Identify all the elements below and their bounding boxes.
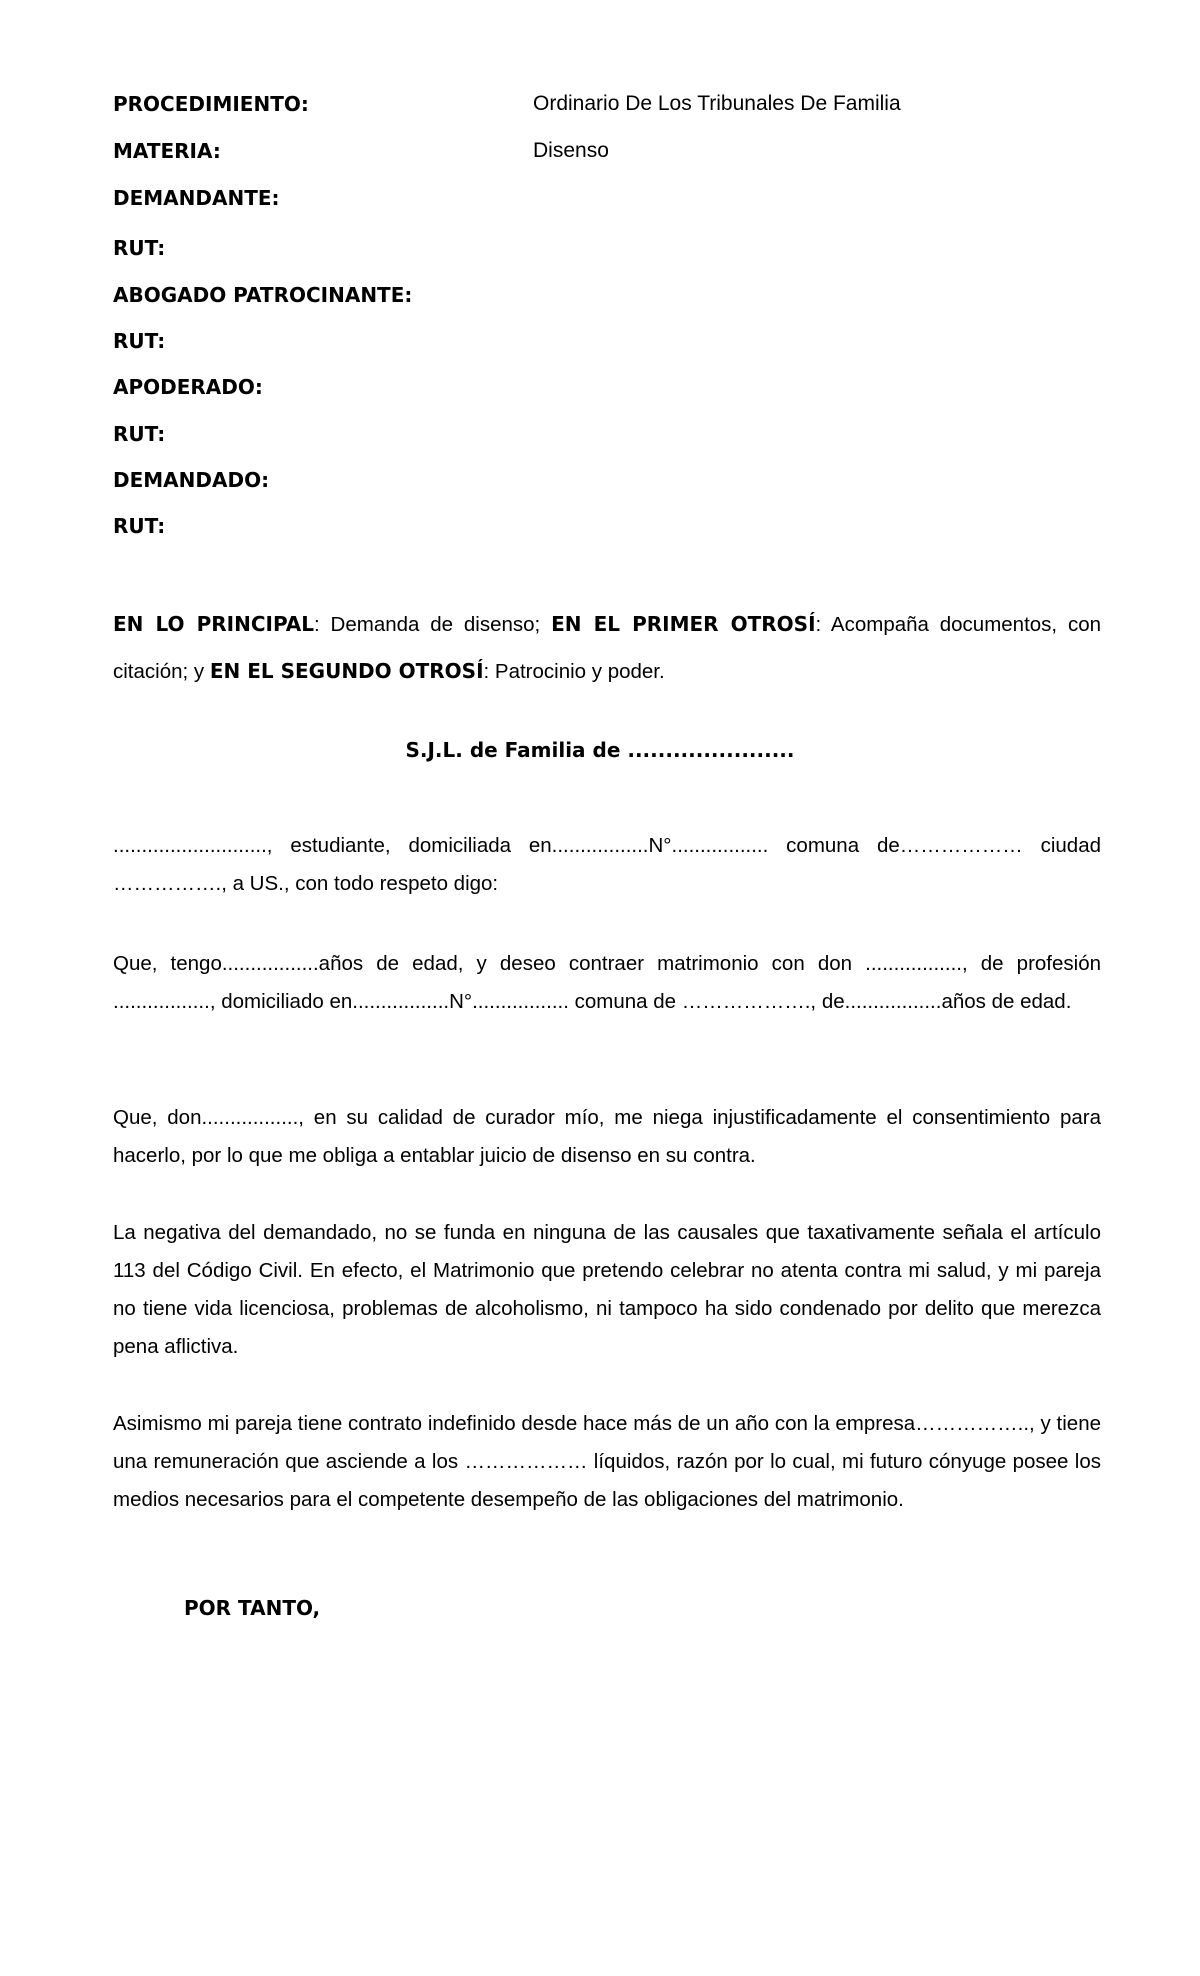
sumilla-paragraph bbox=[113, 601, 1101, 695]
curator-paragraph: Que, don................., en su calidad de curador mío, me niega injustificadamente el consentimiento para hacerlo, por lo que me obliga a entablar juicio de disenso en su contra. bbox=[113, 1106, 1101, 1167]
primer-otrosi-label: EN EL PRIMER OTROSÍ bbox=[551, 612, 816, 636]
en-lo-principal-text: : Demanda de disenso; bbox=[314, 613, 552, 636]
segundo-otrosi-label: EN EL SEGUNDO OTROSÍ bbox=[209, 659, 484, 683]
age-paragraph: Que, tengo.................años de edad, y deseo contraer matrimonio con don ................., de profesión ................., domiciliado en.................N°................. comuna de ………………., de.................años de edad. bbox=[113, 952, 1101, 1013]
en-lo-principal-label: EN LO PRINCIPAL bbox=[113, 612, 315, 636]
procedimiento-label: PROCEDIMIENTO: bbox=[113, 92, 309, 116]
rut-label-2: RUT: bbox=[113, 329, 166, 353]
demandado-label: DEMANDADO: bbox=[113, 468, 270, 492]
court-title: S.J.L. de Familia de ...................... bbox=[405, 738, 795, 762]
primer-otrosi-text: : Acompaña documentos, con citación; y bbox=[113, 613, 1102, 683]
segundo-otrosi-text: : Patrocinio y poder. bbox=[483, 660, 665, 683]
por-tanto-heading: POR TANTO, bbox=[184, 1596, 321, 1620]
procedimiento-value: Ordinario De Los Tribunales De Familia bbox=[533, 92, 901, 115]
abogado-label: ABOGADO PATROCINANTE: bbox=[113, 283, 413, 307]
rut-label-1: RUT: bbox=[113, 236, 166, 260]
intro-paragraph: ..........................., estudiante, domiciliada en.................N°................. comuna de……………… ciudad ……………., a US., con todo respeto digo: bbox=[113, 834, 1101, 895]
materia-value: Disenso bbox=[533, 139, 609, 162]
demandante-label: DEMANDANTE: bbox=[113, 186, 280, 210]
apoderado-label: APODERADO: bbox=[113, 375, 263, 399]
employment-paragraph: Asimismo mi pareja tiene contrato indefinido desde hace más de un año con la empresa…………….., y tiene una remuneración que asciende a los ……………… líquidos, razón por lo cual, mi futuro cónyuge posee los medios necesarios para el competente desempeño de las obligaciones del matrimonio. bbox=[113, 1412, 1101, 1511]
grounds-paragraph: La negativa del demandado, no se funda en ninguna de las causales que taxativamente señala el artículo 113 del Código Civil. En efecto, el Matrimonio que pretendo celebrar no atenta contra mi salud, y mi pareja no tiene vida licenciosa, problemas de alcoholismo, ni tampoco ha sido condenado por delito que merezca pena aflictiva. bbox=[113, 1221, 1101, 1358]
rut-label-4: RUT: bbox=[113, 514, 166, 538]
materia-label: MATERIA: bbox=[113, 139, 221, 163]
rut-label-3: RUT: bbox=[113, 422, 166, 446]
